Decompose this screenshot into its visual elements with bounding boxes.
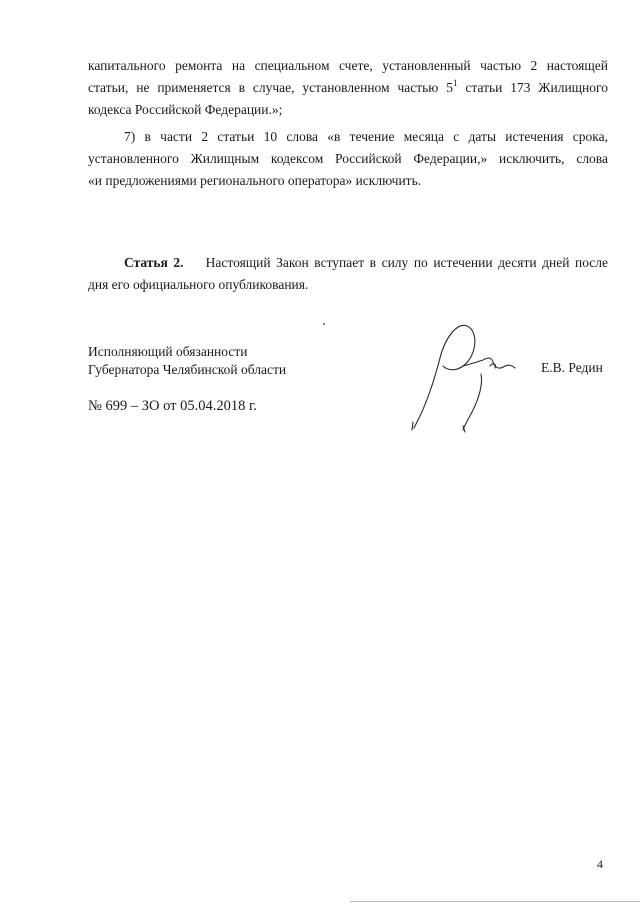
text-line: статьи, не применяется в случае, установленном частью $5^1$ статьи 173 Жилищного — [88, 77, 608, 95]
scan-dot — [323, 323, 325, 325]
scan-edge-line — [350, 901, 640, 902]
handwritten-signature — [395, 318, 520, 436]
text-line: Статья 2. Настоящий Закон вступает в силу по истечении десяти дней после — [124, 255, 609, 270]
article-2 — [88, 252, 608, 296]
article-heading: Статья 2. — [124, 255, 184, 270]
text-line: установленного Жилищным кодексом Российской Федерации,» исключить, слова — [88, 151, 608, 166]
signatory-name: Е.В. Редин — [541, 360, 603, 375]
superscript: 1 — [453, 77, 458, 88]
paragraph-item-7 — [88, 126, 608, 192]
page-number: 4 — [597, 857, 603, 871]
text-line: «и предложениями регионального оператора» исключить. — [88, 173, 422, 188]
text-line: 7) в части 2 статьи 10 слова «в течение месяца с даты истечения срока, — [124, 129, 608, 144]
text-line: капитального ремонта на специальном счете, установленный частью 2 настоящей — [88, 58, 608, 73]
text-line: кодекса Российской Федерации.»; — [88, 102, 283, 117]
text-line: дня его официального опубликования. — [88, 277, 309, 292]
signatory-title: Исполняющий обязанности Губернатора Челябинской области — [88, 344, 287, 377]
law-number: № 699 – ЗО от 05.04.2018 г. — [88, 398, 257, 414]
paragraph-part-6-continuation — [88, 55, 608, 121]
